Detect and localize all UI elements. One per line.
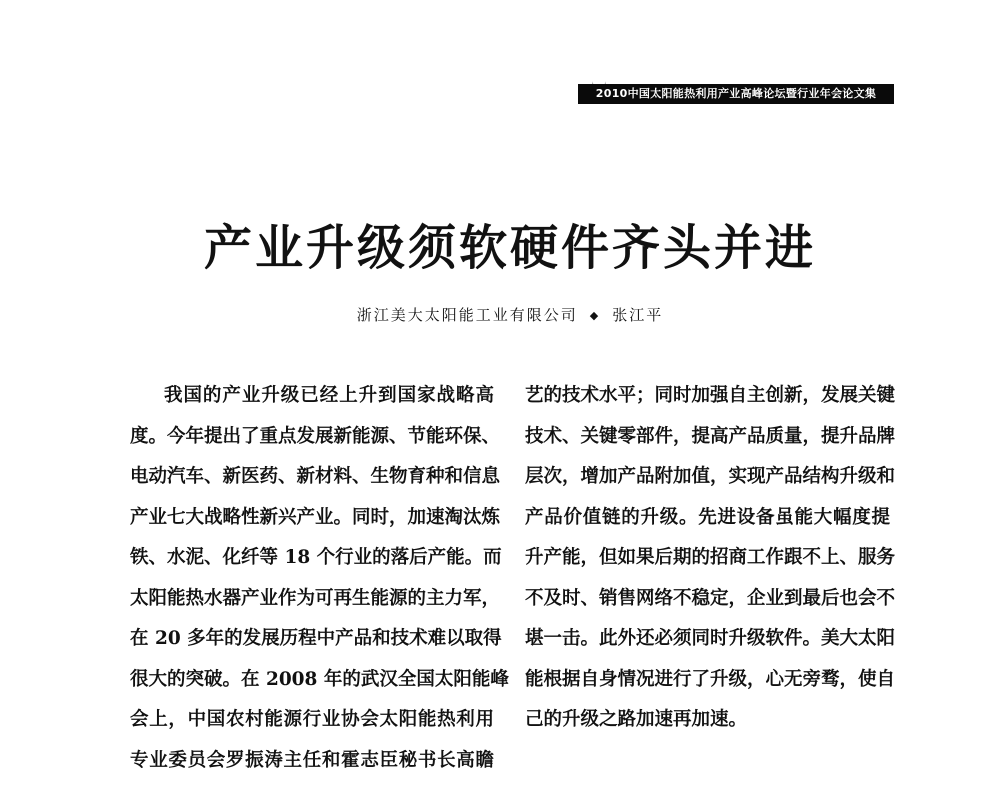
- running-header-banner: 2010中国太阳能热利用产业高峰论坛暨行业年会论文集: [578, 84, 894, 104]
- body-line: 己的升级之路加速再加速。: [525, 706, 890, 747]
- body-line: 艺的技术水平；同时加强自主创新，发展关键: [525, 382, 890, 423]
- body-line: 电动汽车、新医药、新材料、生物育种和信息: [130, 463, 494, 504]
- body-line: 技术、关键零部件，提高产品质量，提升品牌: [525, 423, 890, 464]
- body-line: 不及时、销售网络不稳定，企业到最后也会不: [525, 585, 890, 626]
- body-line: 太阳能热水器产业作为可再生能源的主力军，: [130, 585, 494, 626]
- byline: [300, 304, 720, 327]
- body-line: 产业七大战略性新兴产业。同时，加速淘汰炼: [130, 504, 494, 545]
- body-column-left: [130, 382, 494, 787]
- body-line: 会上，中国农村能源行业协会太阳能热利用: [130, 706, 494, 747]
- body-line: 产品价值链的升级。先进设备虽能大幅度提: [525, 504, 890, 545]
- body-line: 能根据自身情况进行了升级，心无旁骛，使自: [525, 666, 890, 707]
- body-line: 专业委员会罗振涛主任和霍志臣秘书长高瞻: [130, 747, 494, 787]
- author-name: 张江平: [612, 306, 663, 324]
- body-line: 在 20 多年的发展历程中产品和技术难以取得: [130, 625, 494, 666]
- diamond-separator-icon: ◆: [590, 305, 600, 327]
- body-line: 铁、水泥、化纤等 18 个行业的落后产能。而: [130, 544, 494, 585]
- body-line: 升产能，但如果后期的招商工作跟不上、服务: [525, 544, 890, 585]
- body-line: 很大的突破。在 2008 年的武汉全国太阳能峰: [130, 666, 494, 707]
- body-line: 堪一击。此外还必须同时升级软件。美大太阳: [525, 625, 890, 666]
- body-line: 度。今年提出了重点发展新能源、节能环保、: [130, 423, 494, 464]
- body-line: 层次，增加产品附加值，实现产品结构升级和: [525, 463, 890, 504]
- article-title: 产业升级须软硬件齐头并进: [200, 220, 820, 276]
- body-column-right: [525, 382, 890, 747]
- author-organization: 浙江美大太阳能工业有限公司: [357, 306, 578, 324]
- body-line: 我国的产业升级已经上升到国家战略高: [130, 382, 494, 423]
